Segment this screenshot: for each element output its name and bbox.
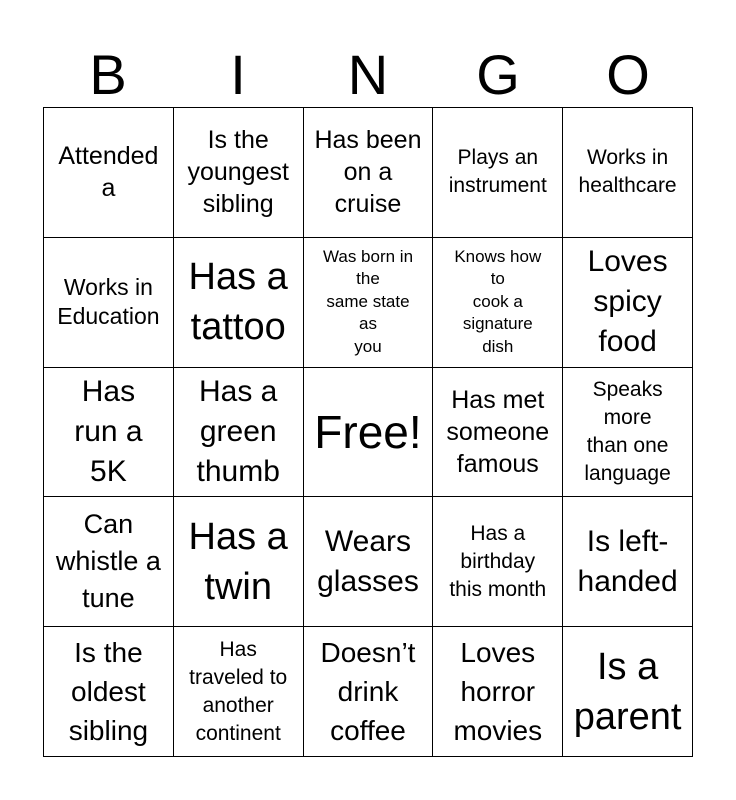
square-text: Has been on a cruise <box>314 126 422 219</box>
square-text: Has a birthday this month <box>449 521 547 601</box>
bingo-square[interactable] <box>174 627 304 757</box>
bingo-square[interactable] <box>563 238 693 368</box>
bingo-header <box>43 40 693 110</box>
bingo-square[interactable] <box>433 627 563 757</box>
bingo-square[interactable] <box>304 497 434 627</box>
square-text: Can whistle a tune <box>55 509 161 614</box>
bingo-square[interactable] <box>304 108 434 238</box>
bingo-square[interactable] <box>174 108 304 238</box>
square-text: Doesn’t drink coffee <box>320 637 416 747</box>
bingo-square[interactable] <box>44 368 174 498</box>
square-text: Has a tattoo <box>188 256 288 349</box>
square-text: Loves horror movies <box>453 637 543 747</box>
header-letter-i: I <box>230 43 246 106</box>
bingo-square[interactable] <box>433 108 563 238</box>
square-text: Works in Education <box>57 274 160 330</box>
square-text: Is left- handed <box>577 524 678 598</box>
header-letter-o: O <box>606 43 650 106</box>
square-text: Loves spicy food <box>587 245 668 359</box>
square-text: Wears glasses <box>317 524 419 598</box>
bingo-square[interactable] <box>44 108 174 238</box>
bingo-square[interactable] <box>44 627 174 757</box>
square-text: Was born in the same state as you <box>322 246 414 356</box>
header-letter-b: B <box>89 43 127 106</box>
header-letter-n: N <box>347 43 389 106</box>
square-text: Plays an instrument <box>448 146 547 198</box>
bingo-square[interactable] <box>433 497 563 627</box>
square-text: Works in healthcare <box>578 146 677 198</box>
square-text: Has traveled to another continent <box>189 637 288 745</box>
bingo-square[interactable] <box>174 238 304 368</box>
bingo-square[interactable] <box>433 238 563 368</box>
square-text: Has met someone famous <box>446 385 550 478</box>
square-text: Attended a <box>58 142 159 203</box>
bingo-square[interactable] <box>304 627 434 757</box>
header-letter-g: G <box>476 43 520 106</box>
square-text: Has a twin <box>188 515 288 608</box>
square-text: Is the oldest sibling <box>68 637 149 747</box>
bingo-square[interactable] <box>174 497 304 627</box>
bingo-square[interactable] <box>563 627 693 757</box>
square-text: Is the youngest sibling <box>187 126 289 219</box>
bingo-square[interactable] <box>44 497 174 627</box>
free-square[interactable] <box>304 368 434 498</box>
bingo-square[interactable] <box>563 497 693 627</box>
bingo-square[interactable] <box>563 108 693 238</box>
square-text: Is a parent <box>573 645 682 738</box>
bingo-board <box>43 107 693 757</box>
bingo-square[interactable] <box>304 238 434 368</box>
bingo-square[interactable] <box>44 238 174 368</box>
square-text: Knows how to cook a signature dish <box>454 246 542 356</box>
bingo-square[interactable] <box>174 368 304 498</box>
free-square-text: Free! <box>314 405 422 458</box>
bingo-square[interactable] <box>433 368 563 498</box>
square-text: Has a green thumb <box>196 374 280 488</box>
square-text: Has run a 5K <box>74 374 143 488</box>
square-text: Speaks more than one language <box>584 377 671 485</box>
bingo-square[interactable] <box>563 368 693 498</box>
